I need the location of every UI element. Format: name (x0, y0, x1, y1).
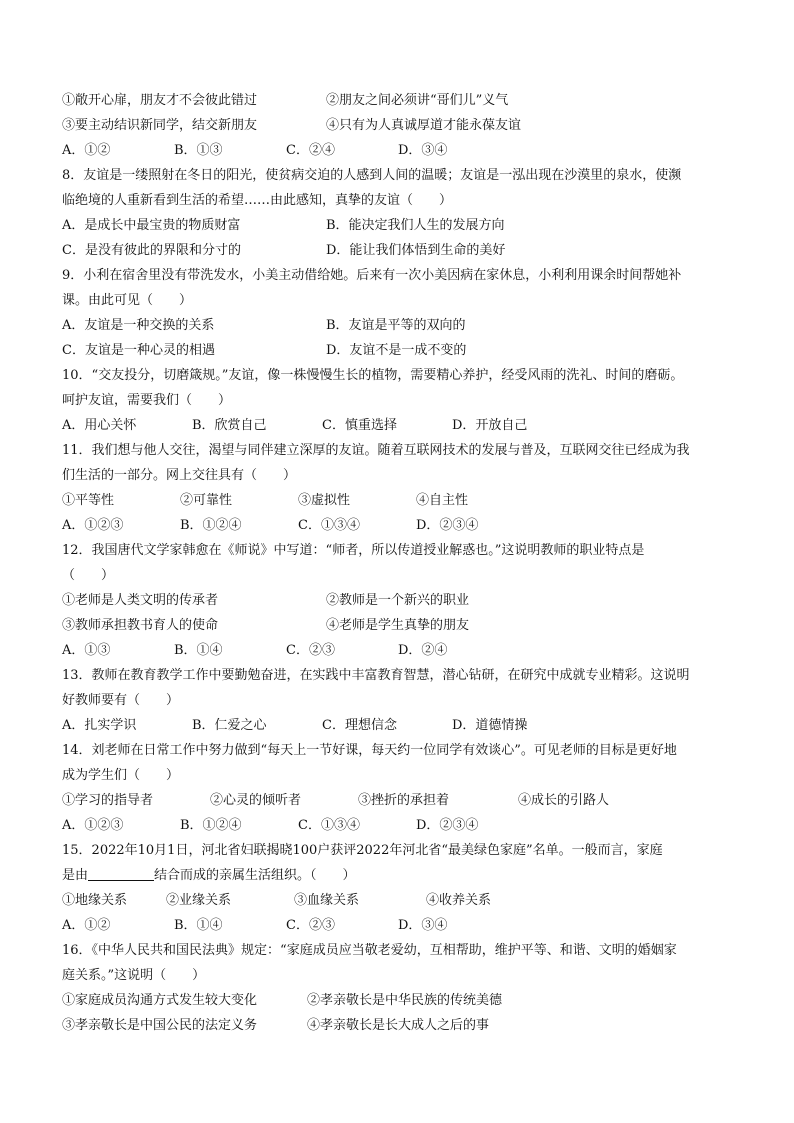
q14-answer-a: A．①②③ (62, 818, 124, 833)
q8-stem-line1: 8．友谊是一缕照射在冬日的阳光，使贫病交迫的人感到人间的温暖；友谊是一泓出现在沙漠里的泉水，使濒 (62, 168, 682, 183)
q7-option-3: ③要主动结识新同学，结交新朋友 (62, 118, 258, 133)
q16-stem-line2: 庭关系。”这说明（ ） (62, 968, 206, 983)
q15-stem-suffix: 结合而成的亲属生活组织。（ ） (154, 868, 356, 883)
q11-option-1: ①平等性 (62, 493, 115, 508)
q12-answer-c: C．②③ (286, 643, 335, 658)
q15-answer-a: A．①② (62, 918, 111, 933)
q15-answer-b: B．①④ (174, 918, 223, 933)
q7-answers (62, 142, 754, 159)
q13-answer-a: A．扎实学识 (62, 718, 137, 733)
q15-stem-line2 (62, 867, 754, 884)
q14-answer-c: C．①③④ (298, 818, 360, 833)
q11-answer-a: A．①②③ (62, 518, 124, 533)
q12-stem-line2: （ ） (62, 568, 115, 583)
q11-answer-b: B．①②④ (180, 518, 242, 533)
q12-answer-a: A．①③ (62, 643, 111, 658)
q16-option-3: ③孝亲敬长是中国公民的法定义务 (62, 1018, 258, 1033)
q12-answers (62, 642, 754, 659)
q7-answer-d: D．③④ (398, 143, 448, 158)
q10-stem-line1: 10．“交友投分，切磨箴规。”友谊，像一株慢慢生长的植物，需要精心养护，经受风雨的洗礼、时间的磨砺。 (62, 368, 684, 383)
q15-option-4: ④收养关系 (426, 893, 492, 908)
q12-option-4: ④老师是学生真挚的朋友 (326, 618, 470, 633)
q16-options-row2 (62, 1017, 754, 1034)
q7-option-2: ②朋友之间必须讲“哥们儿”义气 (326, 93, 509, 108)
q13-answer-c: C．理想信念 (322, 718, 397, 733)
q11-option-3: ③虚拟性 (298, 493, 351, 508)
q15-options (62, 892, 754, 909)
q14-stem-line1: 14．刘老师在日常工作中努力做到“每天上一节好课，每天约一位同学有效谈心”。可见老师的目标是更好地 (62, 743, 677, 758)
q10-answers (62, 417, 754, 434)
q14-option-4: ④成长的引路人 (518, 793, 610, 808)
q16-option-2: ②孝亲敬长是中华民族的传统美德 (307, 993, 503, 1008)
q11-answer-d: D．②③④ (416, 518, 479, 533)
q9-answer-b: B．友谊是平等的双向的 (326, 318, 466, 333)
q13-answers (62, 717, 754, 734)
q14-option-3: ③挫折的承担着 (358, 793, 450, 808)
q8-stem-line2: 临绝境的人重新看到生活的希望……由此感知，真挚的友谊（ ） (62, 193, 453, 208)
q7-option-4: ④只有为人真诚厚道才能永葆友谊 (326, 118, 522, 133)
q15-option-3: ③血缘关系 (294, 893, 360, 908)
q7-option-1: ①敞开心扉，朋友才不会彼此错过 (62, 93, 258, 108)
q11-answers (62, 517, 754, 534)
q7-answer-b: B．①③ (174, 143, 223, 158)
q10-stem-line2: 呵护友谊，需要我们（ ） (62, 393, 232, 408)
q13-stem-line1: 13．教师在教育教学工作中要勤勉奋进，在实践中丰富教育智慧，潜心钻研，在研究中成就专业精彩。这说明 (62, 668, 690, 683)
q13-answer-b: B．仁爱之心 (192, 718, 267, 733)
q9-stem-line2: 课。由此可见（ ） (62, 293, 193, 308)
q12-answer-b: B．①④ (174, 643, 223, 658)
q12-option-2: ②教师是一个新兴的职业 (326, 593, 470, 608)
q15-answer-d: D．③④ (398, 918, 448, 933)
q10-answer-a: A．用心关怀 (62, 418, 137, 433)
q9-stem-line1: 9．小利在宿舍里没有带洗发水，小美主动借给她。后来有一次小美因病在家休息，小利利用课余时间帮她补 (62, 268, 682, 283)
q15-answer-c: C．②③ (286, 918, 335, 933)
q13-answer-d: D．道德情操 (452, 718, 528, 733)
q11-options (62, 492, 754, 509)
q10-answer-d: D．开放自己 (452, 418, 528, 433)
q11-option-2: ②可靠性 (180, 493, 233, 508)
q8-answer-b: B．能决定我们人生的发展方向 (326, 218, 505, 233)
q10-answer-b: B．欣赏自己 (192, 418, 267, 433)
q12-stem-line1: 12．我国唐代文学家韩愈在《师说》中写道：“师者，所以传道授业解惑也。”这说明教师的职业特点是 (62, 543, 645, 558)
q8-answers-row1 (62, 217, 754, 234)
q7-answer-c: C．②④ (286, 143, 335, 158)
q14-option-2: ②心灵的倾听者 (210, 793, 302, 808)
q14-option-1: ①学习的指导者 (62, 793, 154, 808)
q11-answer-c: C．①③④ (298, 518, 360, 533)
q11-stem-line2: 们生活的一部分。网上交往具有（ ） (62, 468, 297, 483)
q9-answer-a: A．友谊是一种交换的关系 (62, 318, 215, 333)
q15-option-1: ①地缘关系 (62, 893, 128, 908)
q16-options-row1 (62, 992, 754, 1009)
q10-answer-c: C．慎重选择 (322, 418, 397, 433)
q9-answer-c: C．友谊是一种心灵的相遇 (62, 343, 215, 358)
q14-stem-line2: 成为学生们（ ） (62, 768, 180, 783)
q14-options (62, 792, 754, 809)
q12-option-3: ③教师承担教书育人的使命 (62, 618, 219, 633)
q7-options-row1 (62, 92, 754, 109)
q8-answer-a: A．是成长中最宝贵的物质财富 (62, 218, 241, 233)
q7-answer-a: A．①② (62, 143, 111, 158)
q9-answer-d: D．友谊不是一成不变的 (326, 343, 467, 358)
q16-option-4: ④孝亲敬长是长大成人之后的事 (307, 1018, 490, 1033)
q8-answer-c: C．是没有彼此的界限和分寸的 (62, 243, 241, 258)
q15-fill-blank (88, 867, 154, 881)
q16-stem-line1: 16．《中华人民共和国民法典》规定：“家庭成员应当敬老爱幼，互相帮助，维护平等、和谐、文明的婚姻家 (62, 943, 677, 958)
q9-answers-row1 (62, 317, 754, 334)
q15-option-2: ②业缘关系 (166, 893, 232, 908)
q12-options-row2 (62, 617, 754, 634)
q12-options-row1 (62, 592, 754, 609)
q16-option-1: ①家庭成员沟通方式发生较大变化 (62, 993, 258, 1008)
q14-answers (62, 817, 754, 834)
q9-answers-row2 (62, 342, 754, 359)
q12-option-1: ①老师是人类文明的传承者 (62, 593, 219, 608)
q15-stem-prefix: 是由 (62, 868, 89, 883)
q11-stem-line1: 11．我们想与他人交往，渴望与同伴建立深厚的友谊。随着互联网技术的发展与普及，互联网交往已经成为我 (62, 443, 690, 458)
q12-answer-d: D．②④ (398, 643, 448, 658)
q13-stem-line2: 好教师要有（ ） (62, 693, 180, 708)
q7-options-row2 (62, 117, 754, 134)
q15-stem-line1: 15．2022年10月1日，河北省妇联揭晓100户获评2022年河北省“最美绿色家庭”名单。一般而言，家庭 (62, 843, 663, 858)
q14-answer-b: B．①②④ (180, 818, 242, 833)
q8-answers-row2 (62, 242, 754, 259)
q14-answer-d: D．②③④ (416, 818, 479, 833)
q8-answer-d: D．能让我们体悟到生命的美好 (326, 243, 506, 258)
q11-option-4: ④自主性 (416, 493, 469, 508)
q15-answers (62, 917, 754, 934)
